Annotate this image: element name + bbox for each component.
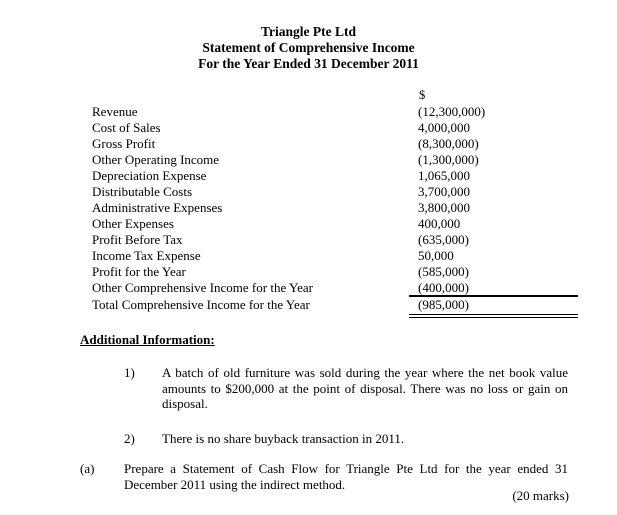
question-label: (a) xyxy=(80,461,95,476)
line-item-amount: (8,300,000) xyxy=(418,136,479,151)
line-item-label: Profit for the Year xyxy=(92,264,186,279)
line-item-label: Income Tax Expense xyxy=(92,248,201,263)
line-item-amount: 4,000,000 xyxy=(418,120,470,135)
line-item-label: Distributable Costs xyxy=(92,184,193,199)
line-item-label: Other Comprehensive Income for the Year xyxy=(92,280,313,295)
line-item-amount: (400,000) xyxy=(418,280,469,295)
line-item-amount: 3,700,000 xyxy=(418,184,470,199)
question-marks: (20 marks) xyxy=(512,488,569,503)
line-item-label: Total Comprehensive Income for the Year xyxy=(92,297,310,312)
note-text: A batch of old furniture was sold during the year where the net book value amounts to $200,000 at the point of disposal. There was no loss or gain on disposal. xyxy=(162,365,568,411)
line-item-amount: 400,000 xyxy=(418,216,461,231)
line-item-label: Gross Profit xyxy=(92,136,156,151)
question-text: Prepare a Statement of Cash Flow for Triangle Pte Ltd for the year ended 31 December 2011 using the indirect method. xyxy=(124,461,568,492)
line-item-amount: 3,800,000 xyxy=(418,200,470,215)
line-item-amount: (12,300,000) xyxy=(418,104,486,119)
company-name: Triangle Pte Ltd xyxy=(261,24,356,39)
line-item-amount: (585,000) xyxy=(418,264,469,279)
line-item-label: Cost of Sales xyxy=(92,120,161,135)
line-item-amount: (985,000) xyxy=(418,297,469,312)
line-item-label: Other Operating Income xyxy=(92,152,220,167)
line-item-label: Other Expenses xyxy=(92,216,174,231)
additional-info-heading: Additional Information: xyxy=(80,332,215,347)
line-item-label: Administrative Expenses xyxy=(92,200,223,215)
total-rule-top xyxy=(409,314,578,315)
currency-symbol: $ xyxy=(419,88,426,102)
line-item-label: Depreciation Expense xyxy=(92,168,207,183)
note-number: 2) xyxy=(124,431,135,446)
line-item-label: Profit Before Tax xyxy=(92,232,183,247)
statement-period: For the Year Ended 31 December 2011 xyxy=(198,56,419,71)
line-item-amount: 1,065,000 xyxy=(418,168,470,183)
statement-title: Statement of Comprehensive Income xyxy=(202,40,415,55)
note-text: There is no share buyback transaction in 2011. xyxy=(162,431,405,446)
line-item-amount: (1,300,000) xyxy=(418,152,479,167)
line-item-amount: (635,000) xyxy=(418,232,469,247)
note-number: 1) xyxy=(124,365,135,380)
total-rule-bottom xyxy=(409,317,578,318)
line-item-label: Revenue xyxy=(92,104,138,119)
line-item-amount: 50,000 xyxy=(418,248,454,263)
